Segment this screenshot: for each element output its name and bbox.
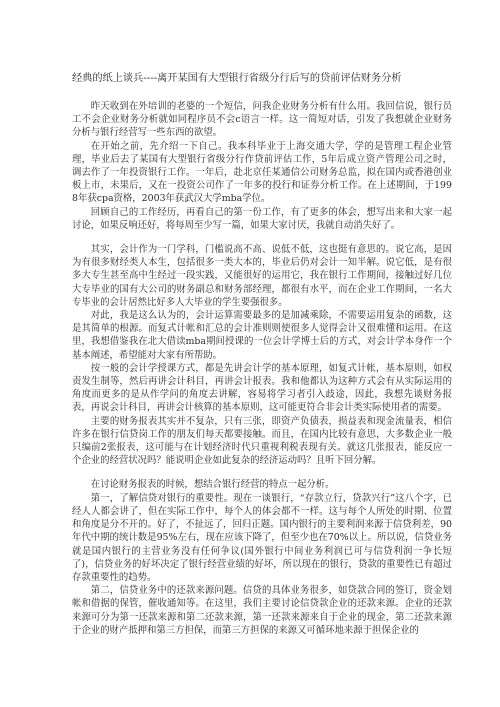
paragraph: 第二，信贷业务中的还款来源问题。信贷的具体业务很多，如贷款合同的签订，资金划帐和借据的保管，催收通知等。在这里，我们主要讨论信贷款企业的还款来源。企业的还款来源可分为第一还款来源和第二还款来源，第一还款来源来自于企业的现金，第二还款来源于企业的财产抵押和第三方担保，而第三方担保的来源又可循环地来源于担保企业的 bbox=[72, 585, 452, 636]
paragraph: 在开始之前，先介绍一下自己。我本科毕业于上海交通大学，学的是管理工程企业管理，毕业后去了某国有大型银行省级分行作贷前评估工作，5年后成立资产管理公司之时，调去作了一年投资银行工作。一年后，赴北京任某通信公司财务总监，拟在国内或香港创业板上市，未果后，又在一投资公司作了一年多的投行和证券分析工作。在上述期间，于1998年获cpa资格，2003年获武汉大学mba学位。 bbox=[72, 140, 452, 205]
paragraph: 回顾自己的工作经历，再看自己的第一份工作，有了更多的体会，想写出来和大家一起讨论，如果反响还好，将每周至少写一篇，如果大家讨厌，我就自动消失好了。 bbox=[72, 206, 452, 231]
document-title: 经典的纸上谈兵----离开某国有大型银行省级分行后写的贷前评估财务分析 bbox=[72, 73, 402, 84]
paragraph: 对此，我是这么认为的，会计运算需要最多的是加减乘除，不需要运用复杂的函数，这是其简单的根源。而复式计帐和汇总的会计准则则使很多人觉得会计又很难懂和运用。在这里，我想借鉴我在北大借读mba期间授课的一位会计学博士后的方式，对会计学本身作一个基本阐述，希望能对大家有所帮助。 bbox=[72, 310, 452, 361]
paragraph-spacer bbox=[72, 232, 452, 243]
paragraph: 在讨论财务报表的时候，想结合银行经营的特点一起分析。 bbox=[90, 479, 335, 491]
paragraph: 按一般的会计学授课方式，都是先讲会计学的基本原理，如复式计帐，基本原则，如权责发生制等，然后再讲会计科目，再讲会计报表。我和他都认为这种方式会有从实际运用的角度而更多的是从作学问的角度去讲解，容易将学习者引入歧途，因此，我想先谈财务报表，再说会计科目，再讲会计核算的基本原则，这可能更符合非会计类实际使用者的需要。 bbox=[72, 362, 452, 414]
paragraph: 其实，会计作为一门学科，门槛说高不高、说低不低，这也挺有意思的。说它高，是因为有很多财经类人本生，包括很多一类大本的，毕业后仍对会计一知半解。说它低，是有很多大专生甚至高中生经过一段实践，又能很好的运用它，我在银行工作期间，接触过好几位大专毕业的国有大公司的财务副总和财务部经理，都很有水平，而在企业工作期间，一名大专毕业的会计居然比好多人大毕业的学生要强很多。 bbox=[72, 244, 452, 308]
paragraph: 主要的财务报表其实并不复杂，只有三张，即资产负债表，损益表和现金流量表，相信许多在银行信贷岗工作的朋友们每天都要接触。而且，在国内比较有意思，大多数企业一般只编前2张报表，这可能与在计划经济时代只重视利税表现有关。就这几张报表，能反应一个企业的经营状况吗？能说明企业如此复杂的经济运动吗？且听下回分解。 bbox=[72, 415, 452, 467]
paragraph-spacer bbox=[72, 467, 452, 478]
paragraph: 第一，了解信贷对银行的重要性。现在一谈银行，“存款立行，贷款兴行”这八个字，已经人人都会讲了，但在实际工作中，每个人的体会都不一样。这与每个人所处的时期、位置和角度是分不开的。好了，不扯远了，回归正题。国内银行的主要利润来源于信贷利差，90年代中期的统计数是95%左右，现在应该下降了，但至少也在70%以上。所以说，信贷业务就是国内银行的主营业务没有任何争议(国外银行中间业务利润已可与信贷利润一争长短了)，信贷业务的好坏决定了银行经营业绩的好坏，所以现在的银行，贷款的重要性已有超过存款重要性的趋势。 bbox=[72, 492, 452, 583]
paragraph: 昨天收到在外培训的老婆的一个短信，问我企业财务分析有什么用。我回信说，银行员工不会企业财务分析就如同程序员不会c语言一样。这一简短对话，引发了我想就企业财务分析与银行经营写一些东西的欲望。 bbox=[72, 101, 452, 139]
